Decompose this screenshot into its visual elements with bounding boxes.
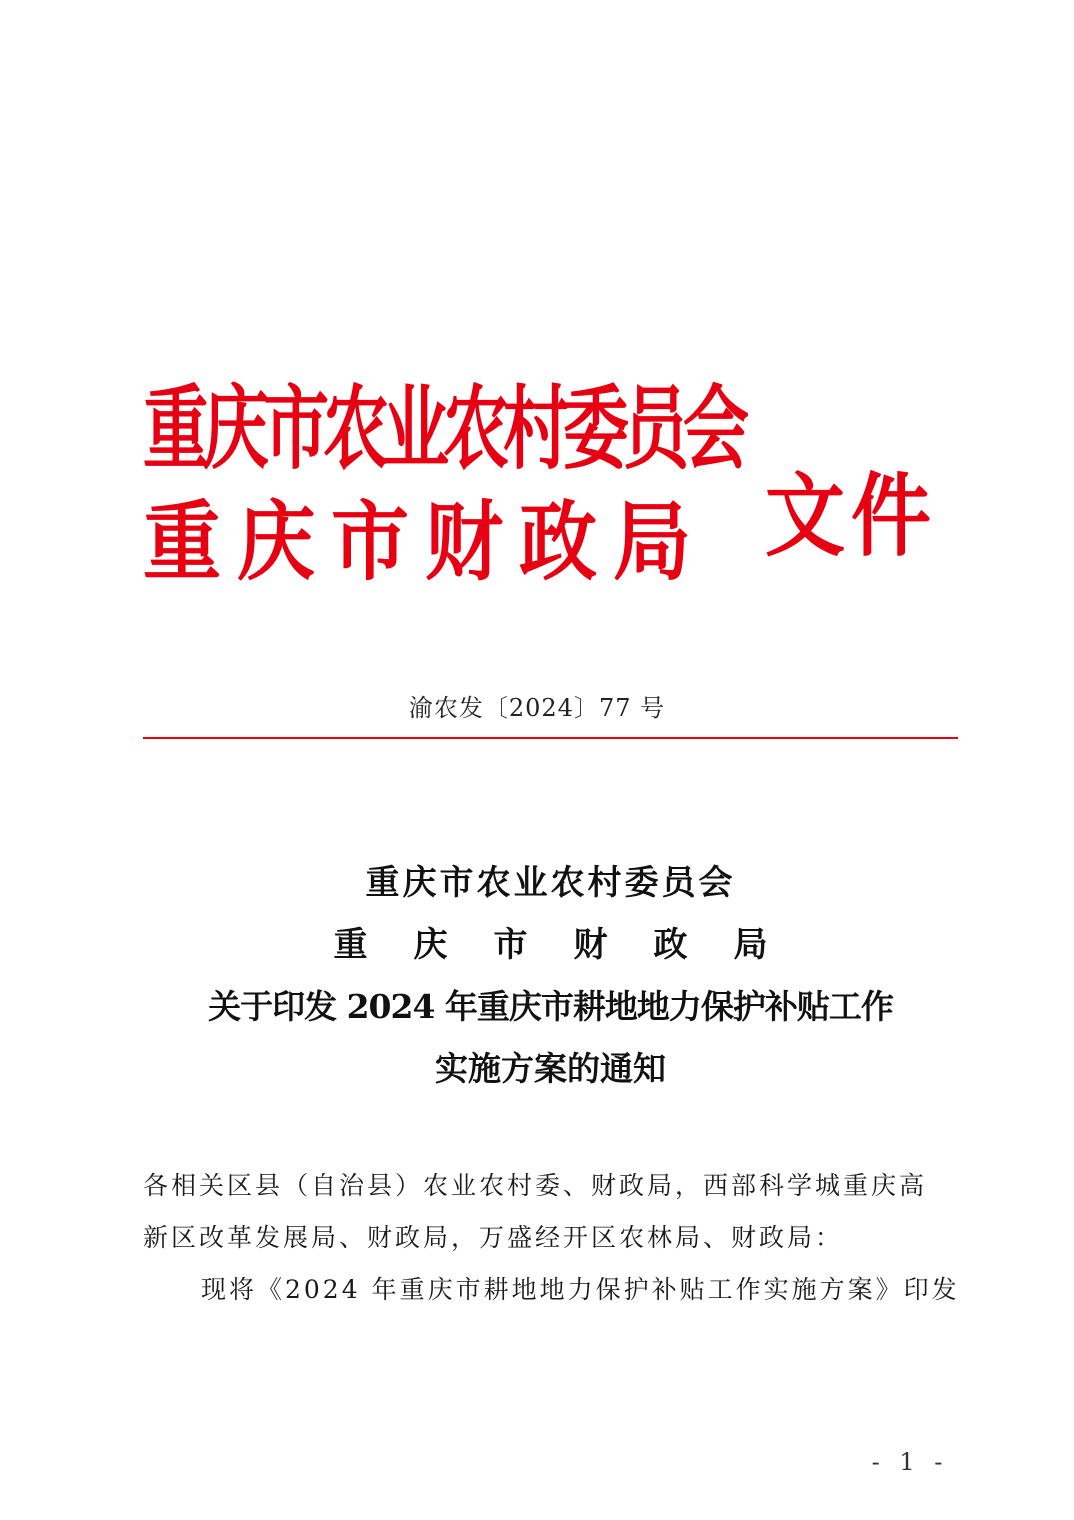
addressee-line-1: 各相关区县（自治县）农业农村委、财政局，西部科学城重庆高 xyxy=(143,1171,928,1200)
issuing-org-1: 重庆市农业农村委员会 xyxy=(143,375,743,482)
document-body xyxy=(143,1160,960,1316)
title-org-1: 重庆市农业农村委员会 xyxy=(365,863,736,903)
addressee-line-2: 新区改革发展局、财政局，万盛经开区农林局、财政局： xyxy=(143,1223,844,1252)
document-number: 渝农发〔2024〕77 号 xyxy=(408,694,666,722)
red-divider xyxy=(143,737,958,739)
title-subject-2: 实施方案的通知 xyxy=(435,1049,666,1088)
title-subject-1: 关于印发 2024 年重庆市耕地地力保护补贴工作 xyxy=(208,987,893,1026)
title-org-2: 重庆市财政局 xyxy=(333,925,814,965)
document-word: 文件 xyxy=(765,464,937,569)
body-paragraph: 现将《2024 年重庆市耕地地力保护补贴工作实施方案》印发 xyxy=(201,1275,960,1304)
page-number: - 1 - xyxy=(871,1448,949,1476)
document-title xyxy=(143,852,958,1100)
issuing-org-2: 重庆市财政局 xyxy=(143,493,708,593)
document-header xyxy=(143,370,963,620)
